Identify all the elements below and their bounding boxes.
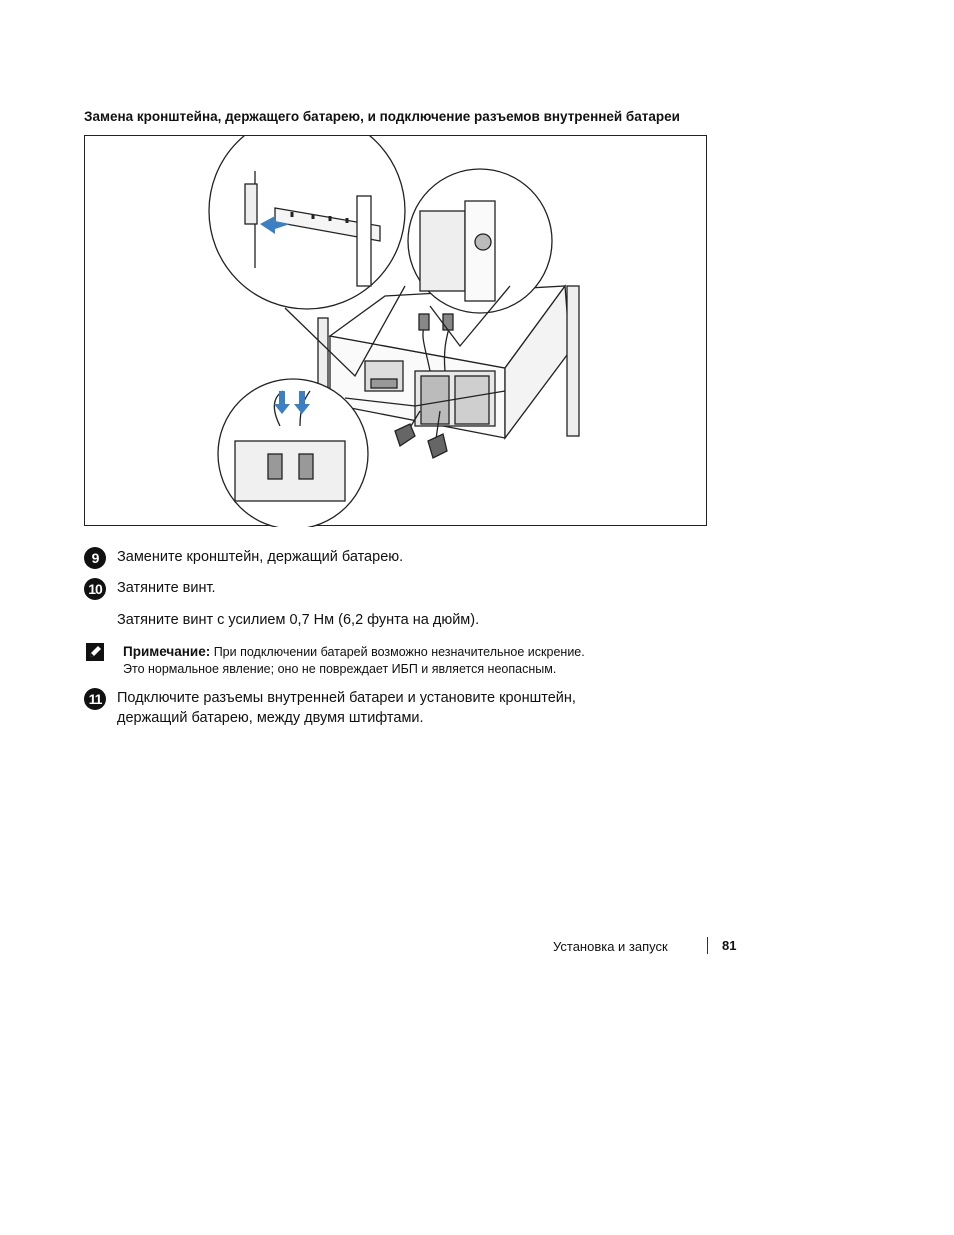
note-block	[123, 643, 585, 678]
footer-divider	[707, 937, 708, 954]
note-line-1: При подключении батарей возможно незначительное искрение.	[210, 645, 585, 659]
section-heading: Замена кронштейна, держащего батарею, и подключение разъемов внутренней батареи	[84, 109, 680, 124]
battery-left	[421, 376, 449, 424]
footer-section-name: Установка и запуск	[553, 939, 668, 954]
page-number: 81	[722, 938, 737, 953]
battery-connector	[395, 424, 415, 446]
step-text-line-1: Подключите разъемы внутренней батареи и установите кронштейн,	[117, 690, 576, 706]
battery-bracket-illustration	[84, 135, 707, 526]
step-number-badge: 9	[84, 547, 106, 569]
step-text: Затяните винт.	[117, 580, 216, 596]
step-number-badge: 10	[84, 578, 106, 600]
thumb-screw	[475, 234, 491, 250]
battery-right	[455, 376, 489, 424]
battery-connector-2	[428, 434, 447, 458]
pencil-note-icon	[86, 643, 104, 666]
note-label: Примечание:	[123, 644, 211, 659]
note-line-2: Это нормальное явление; оно не повреждает ИБП и является неопасным.	[123, 662, 557, 676]
step-number-badge: 11	[84, 688, 106, 710]
step-text: Замените кронштейн, держащий батарею.	[117, 549, 404, 565]
torque-instruction: Затяните винт с усилием 0,7 Нм (6,2 фунта на дюйм).	[117, 612, 480, 628]
ups-battery-diagram	[85, 136, 708, 527]
step-text-line-2: держащий батарею, между двумя штифтами.	[117, 710, 424, 726]
right-rack-ear	[567, 286, 579, 436]
